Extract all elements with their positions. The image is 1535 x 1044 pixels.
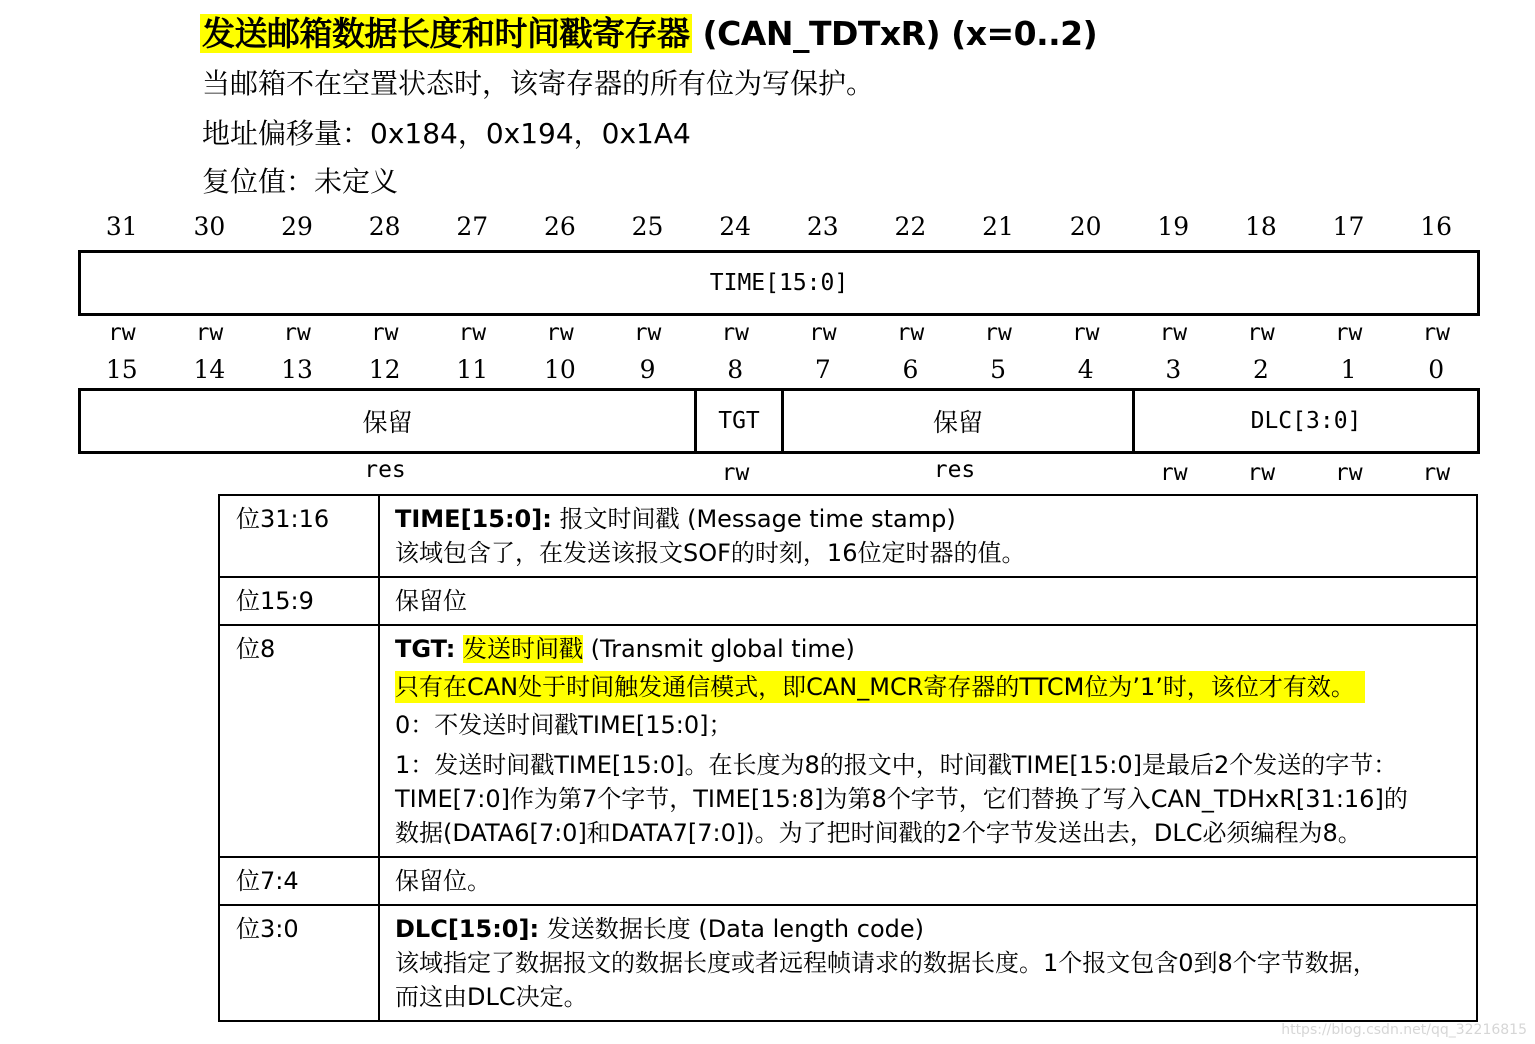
access-label: rw	[1422, 320, 1451, 346]
field-name: TIME[15:0]:	[395, 505, 552, 533]
bit-number: 6	[902, 355, 919, 384]
access-label: rw	[107, 320, 136, 346]
bit-number: 13	[281, 355, 313, 384]
field-reserved-low: 保留	[781, 391, 1132, 451]
bit-number: 15	[105, 355, 138, 384]
description-line: 该域包含了，在发送该报文SOF的时刻，16位定时器的值。	[395, 539, 1026, 567]
bit-number: 23	[806, 212, 839, 241]
bit-number: 24	[719, 212, 752, 241]
bit-number: 9	[639, 355, 656, 384]
bit-number: 1	[1340, 355, 1357, 384]
upper-bit-numbers	[78, 212, 1480, 241]
reset-value: 复位值：未定义	[202, 165, 399, 198]
access-res-high: res	[364, 457, 406, 483]
bit-description	[379, 905, 1477, 1021]
table-row	[219, 625, 1477, 857]
bit-number: 11	[456, 355, 489, 384]
bit-number: 27	[456, 212, 489, 241]
title-highlight: 发送邮箱数据长度和时间戳寄存器	[202, 14, 690, 53]
lower-register-box	[78, 388, 1480, 454]
access-label: rw	[283, 320, 311, 346]
bit-number: 19	[1157, 212, 1190, 241]
access-label: rw	[370, 320, 399, 346]
access-label: rw	[633, 320, 662, 346]
field-title-cn: 报文时间戳	[551, 505, 680, 533]
description-line: TIME[7:0]作为第7个字节，TIME[15:8]为第8个字节，它们替换了写入CAN_TDHxR[31:16]的	[395, 785, 1408, 813]
field-title-cn: 发送时间戳	[462, 635, 583, 663]
bit-number: 5	[990, 355, 1007, 384]
bit-number: 26	[544, 212, 576, 241]
access-label: rw	[1247, 320, 1275, 346]
access-label: rw	[1159, 320, 1188, 346]
description-line: 数据(DATA6[7:0]和DATA7[7:0])。为了把时间戳的2个字节发送出去，DLC必须编程为8。	[395, 819, 1362, 847]
bit-range: 位31:16	[219, 495, 379, 577]
bit-number: 22	[894, 212, 927, 241]
table-row	[219, 577, 1477, 625]
bit-number: 28	[368, 212, 401, 241]
field-title-cn: 发送数据长度	[539, 915, 691, 943]
access-label: rw	[1159, 460, 1188, 486]
field-title-en: (Message time stamp)	[679, 505, 956, 533]
bit-range: 位15:9	[219, 577, 379, 625]
bit-number: 29	[281, 212, 313, 241]
bit-number: 20	[1069, 212, 1102, 241]
upper-register-box	[78, 250, 1480, 316]
access-label: rw	[1422, 460, 1451, 486]
access-label: rw	[1247, 460, 1276, 486]
access-label: rw	[896, 320, 925, 346]
field-name: TGT:	[395, 635, 456, 663]
bit-number: 12	[368, 355, 401, 384]
bit-range: 位8	[219, 625, 379, 857]
address-offset: 地址偏移量：0x184，0x194，0x1A4	[202, 117, 691, 150]
bit-number: 7	[814, 355, 831, 384]
access-label: rw	[984, 320, 1012, 346]
write-protect-note: 当邮箱不在空置状态时，该寄存器的所有位为写保护。	[202, 67, 875, 100]
access-label: rw	[458, 320, 487, 346]
field-time: TIME[15:0]	[709, 270, 849, 296]
field-tgt: TGT	[694, 391, 781, 451]
field-title-en: (Data length code)	[690, 915, 924, 943]
table-row	[219, 495, 1477, 577]
field-dlc: DLC[3:0]	[1132, 391, 1477, 451]
access-label: rw	[1334, 320, 1363, 346]
access-label: rw	[721, 320, 750, 346]
table-row	[219, 857, 1477, 905]
bit-number: 31	[105, 212, 138, 241]
bit-number: 4	[1077, 355, 1094, 384]
bit-description: 保留位。	[379, 857, 1477, 905]
bit-number: 3	[1165, 355, 1182, 384]
description-line: 1：发送时间戳TIME[15:0]。在长度为8的报文中，时间戳TIME[15:0]是最后2个发送的字节：	[395, 751, 1398, 779]
bit-number: 25	[631, 212, 664, 241]
bit-range: 位3:0	[219, 905, 379, 1021]
table-row	[219, 905, 1477, 1021]
bit-range: 位7:4	[219, 857, 379, 905]
bit-description-table	[218, 494, 1478, 1022]
bit-number: 30	[193, 212, 226, 241]
upper-access-row	[78, 320, 1480, 346]
field-reserved-high: 保留	[362, 408, 413, 437]
bit-number: 14	[193, 355, 226, 384]
bit-description	[379, 495, 1477, 577]
access-label: rw	[546, 320, 574, 346]
register-title	[200, 8, 1097, 55]
bit-number: 10	[544, 355, 576, 384]
lower-bit-numbers	[78, 355, 1480, 384]
bit-number: 8	[727, 355, 744, 384]
bit-number: 2	[1252, 355, 1269, 384]
access-tgt: rw	[721, 460, 750, 486]
bit-number: 17	[1332, 212, 1365, 241]
bit-number: 18	[1245, 212, 1277, 241]
watermark: https://blog.csdn.net/qq_32216815	[1281, 1022, 1527, 1038]
access-label: rw	[1334, 460, 1363, 486]
access-label: rw	[1071, 320, 1100, 346]
access-res-low: res	[933, 457, 976, 483]
field-name: DLC[15:0]:	[395, 915, 540, 943]
field-title-en: (Transmit global time)	[582, 635, 855, 663]
access-label: rw	[808, 320, 837, 346]
bit-number: 0	[1428, 355, 1445, 384]
bit-number: 21	[982, 212, 1014, 241]
bit-description	[379, 625, 1477, 857]
access-dlc-row	[1130, 460, 1480, 486]
access-label: rw	[195, 320, 224, 346]
description-line: 而这由DLC决定。	[395, 983, 588, 1011]
ttcm-condition-note: 只有在CAN处于时间触发通信模式，即CAN_MCR寄存器的TTCM位为’1’时，该位才有效。	[395, 671, 1365, 703]
bit-number: 16	[1420, 212, 1453, 241]
title-code: (CAN_TDTxR) (x=0..2)	[691, 14, 1098, 53]
description-line: 0：不发送时间戳TIME[15:0]；	[395, 711, 733, 739]
bit-description: 保留位	[379, 577, 1477, 625]
description-line: 该域指定了数据报文的数据长度或者远程帧请求的数据长度。1个报文包含0到8个字节数据，	[395, 949, 1377, 977]
